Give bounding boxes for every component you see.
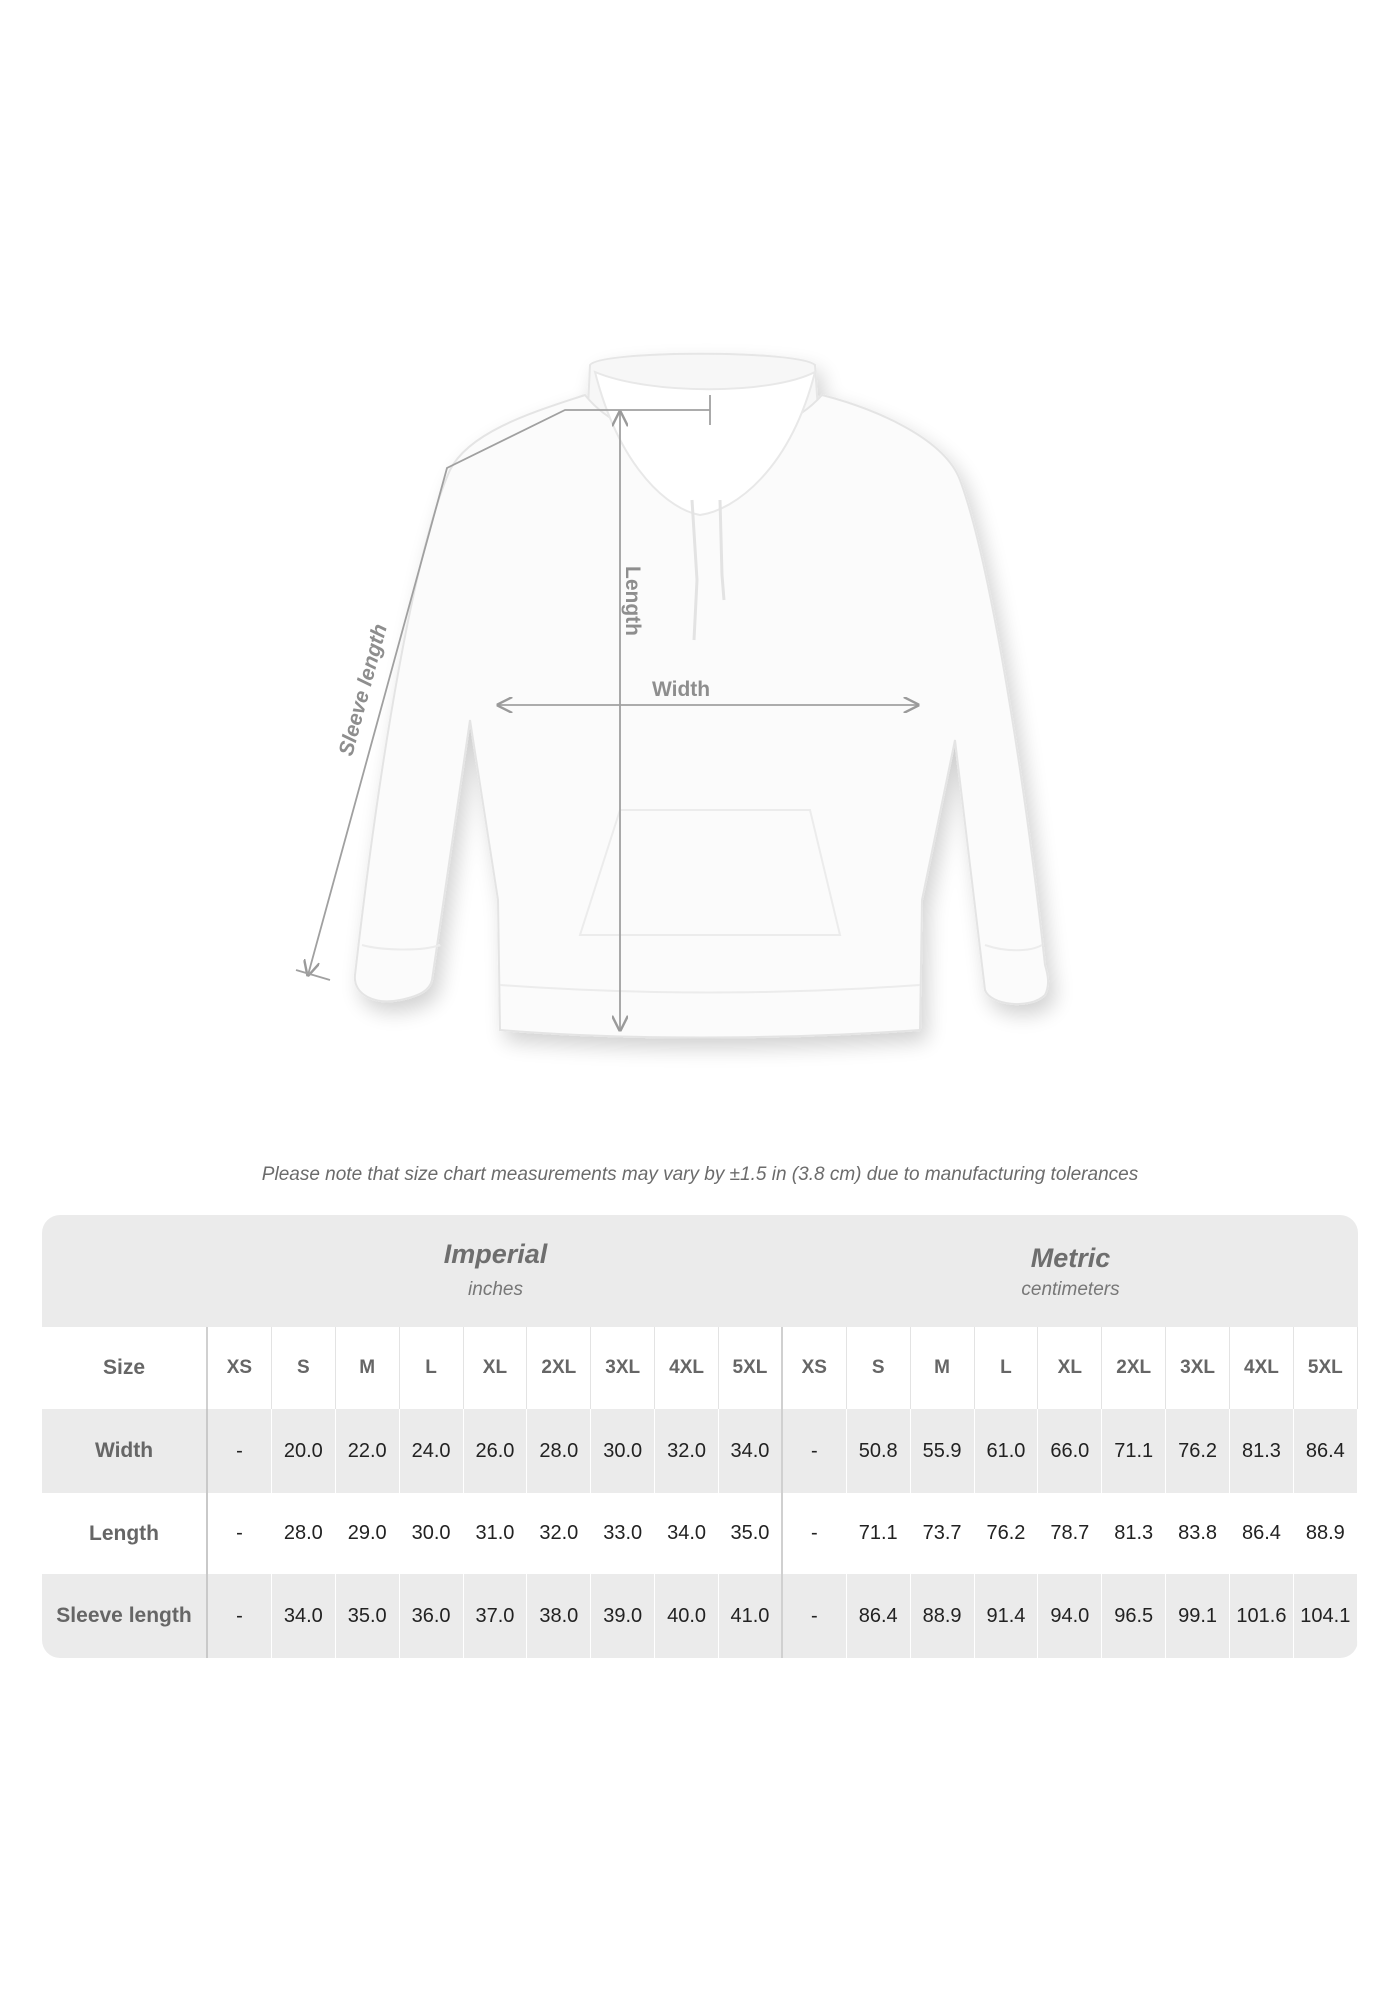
table-cell: 96.5 [1102, 1574, 1166, 1658]
table-cell: 55.9 [911, 1409, 975, 1493]
size-header-label: Size [42, 1327, 208, 1409]
metric-size-header: 5XL [1294, 1327, 1358, 1409]
imperial-size-header: 3XL [591, 1327, 655, 1409]
table-cell: - [783, 1493, 847, 1574]
imperial-size-header: 4XL [655, 1327, 719, 1409]
table-cell: 91.4 [975, 1574, 1039, 1658]
row-label: Width [42, 1409, 208, 1493]
table-cell: 81.3 [1102, 1493, 1166, 1574]
table-cell: 35.0 [719, 1493, 783, 1574]
table-cell: - [208, 1409, 272, 1493]
table-cell: 22.0 [336, 1409, 400, 1493]
table-cell: 86.4 [1230, 1493, 1294, 1574]
metric-size-header: S [847, 1327, 911, 1409]
table-cell: 71.1 [847, 1493, 911, 1574]
table-cell: 76.2 [1166, 1409, 1230, 1493]
table-cell: 61.0 [975, 1409, 1039, 1493]
tolerance-note: Please note that size chart measurements may vary by ±1.5 in (3.8 cm) due to manufacturing tolerances [261, 1164, 1139, 1185]
table-cell: 66.0 [1038, 1409, 1102, 1493]
table-cell: 30.0 [400, 1493, 464, 1574]
table-cell: 34.0 [719, 1409, 783, 1493]
table-cell: 86.4 [1294, 1409, 1358, 1493]
imperial-unit: inches [468, 1279, 523, 1300]
table-cell: 34.0 [272, 1574, 336, 1658]
table-cell: 26.0 [464, 1409, 528, 1493]
table-cell: 28.0 [527, 1409, 591, 1493]
imperial-size-header: XS [208, 1327, 272, 1409]
metric-size-header: 4XL [1230, 1327, 1294, 1409]
table-cell: 39.0 [591, 1574, 655, 1658]
table-cell: 81.3 [1230, 1409, 1294, 1493]
metric-size-header: 2XL [1102, 1327, 1166, 1409]
row-label: Sleeve length [42, 1574, 208, 1658]
table-cell: 41.0 [719, 1574, 783, 1658]
metric-size-header: XL [1038, 1327, 1102, 1409]
table-row-width [42, 1409, 1358, 1493]
table-cell: 88.9 [911, 1574, 975, 1658]
width-label: Width [652, 678, 711, 701]
table-cell: 83.8 [1166, 1493, 1230, 1574]
table-cell: 20.0 [272, 1409, 336, 1493]
table-cell: - [208, 1493, 272, 1574]
imperial-size-header: 5XL [719, 1327, 783, 1409]
table-cell: 32.0 [655, 1409, 719, 1493]
imperial-size-header: 2XL [527, 1327, 591, 1409]
imperial-size-header: S [272, 1327, 336, 1409]
table-cell: 31.0 [464, 1493, 528, 1574]
table-row-length [42, 1493, 1358, 1574]
table-cell: 33.0 [591, 1493, 655, 1574]
metric-unit: centimeters [1021, 1279, 1120, 1300]
metric-size-header: XS [783, 1327, 847, 1409]
table-cell: 71.1 [1102, 1409, 1166, 1493]
table-cell: - [783, 1574, 847, 1658]
table-cell: 35.0 [336, 1574, 400, 1658]
metric-size-header: L [975, 1327, 1039, 1409]
table-cell: 104.1 [1294, 1574, 1358, 1658]
table-cell: - [783, 1409, 847, 1493]
table-cell: 36.0 [400, 1574, 464, 1658]
table-cell: 37.0 [464, 1574, 528, 1658]
table-cell: 50.8 [847, 1409, 911, 1493]
table-cell: 88.9 [1294, 1493, 1358, 1574]
table-cell: 40.0 [655, 1574, 719, 1658]
table-cell: 32.0 [527, 1493, 591, 1574]
table-cell: 99.1 [1166, 1574, 1230, 1658]
table-cell: 28.0 [272, 1493, 336, 1574]
table-cell: 94.0 [1038, 1574, 1102, 1658]
table-cell: 29.0 [336, 1493, 400, 1574]
table-cell: - [208, 1574, 272, 1658]
row-label: Length [42, 1493, 208, 1574]
table-cell: 34.0 [655, 1493, 719, 1574]
table-cell: 38.0 [527, 1574, 591, 1658]
table-cell: 73.7 [911, 1493, 975, 1574]
imperial-size-header: L [400, 1327, 464, 1409]
metric-size-header: 3XL [1166, 1327, 1230, 1409]
size-header-row [42, 1327, 1358, 1409]
table-cell: 78.7 [1038, 1493, 1102, 1574]
table-cell: 101.6 [1230, 1574, 1294, 1658]
imperial-title: Imperial [443, 1239, 548, 1269]
table-cell: 24.0 [400, 1409, 464, 1493]
imperial-size-header: XL [464, 1327, 528, 1409]
metric-size-header: M [911, 1327, 975, 1409]
table-cell: 76.2 [975, 1493, 1039, 1574]
metric-title: Metric [1030, 1243, 1111, 1273]
table-cell: 30.0 [591, 1409, 655, 1493]
table-row-sleeve-length [42, 1574, 1358, 1658]
imperial-size-header: M [336, 1327, 400, 1409]
size-chart-table [42, 1215, 1358, 1658]
length-label: Length [621, 566, 644, 636]
table-cell: 86.4 [847, 1574, 911, 1658]
sleeve-length-label: Sleeve length [334, 621, 392, 759]
